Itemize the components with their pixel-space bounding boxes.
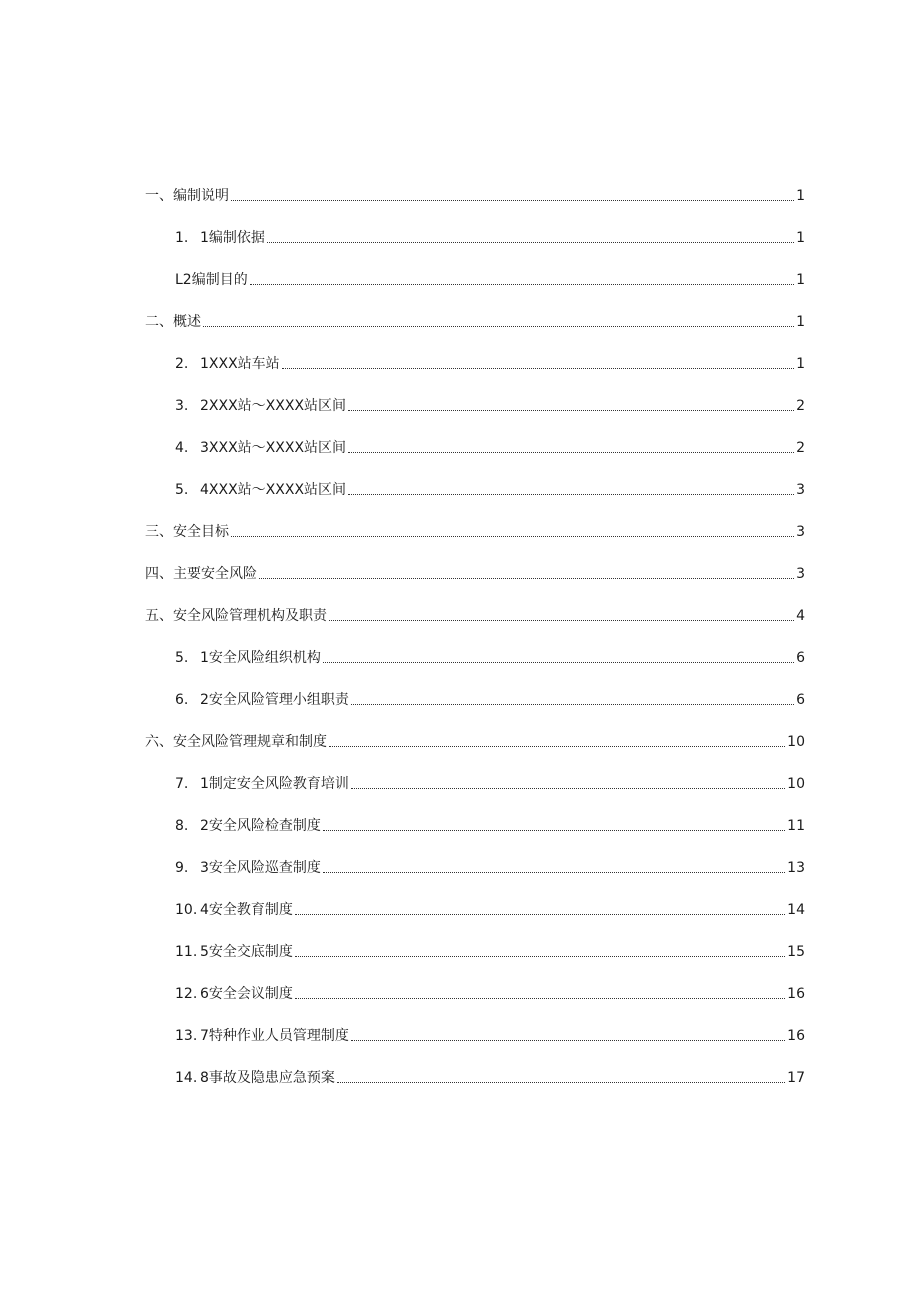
toc-entry-page-number: 1: [796, 272, 805, 288]
toc-entry-number: 五、: [145, 608, 173, 624]
toc-entry-page-number: 1: [796, 314, 805, 330]
toc-dot-leader: [351, 1040, 785, 1041]
toc-dot-leader: [231, 536, 794, 537]
toc-entry[interactable]: [145, 457, 805, 499]
toc-entry-title: 5安全交底制度: [200, 944, 293, 960]
toc-entry[interactable]: [145, 877, 805, 919]
toc-dot-leader: [329, 620, 794, 621]
toc-entry-page-number: 17: [787, 1070, 805, 1086]
toc-entry-title: 概述: [173, 314, 201, 330]
toc-entry-number: 5.: [175, 482, 189, 498]
toc-entry-title: 4XXX站〜XXXX站区间: [200, 482, 347, 498]
toc-entry-page-number: 1: [796, 356, 805, 372]
toc-entry-number: 二、: [145, 314, 173, 330]
toc-entry[interactable]: [145, 793, 805, 835]
toc-entry-number: 10.: [175, 902, 198, 918]
toc-entry-number: 2.: [175, 356, 189, 372]
toc-entry-title: 2安全风险管理小组职责: [200, 692, 349, 708]
toc-entry-title: 安全风险管理规章和制度: [173, 734, 327, 750]
toc-dot-leader: [337, 1082, 785, 1083]
toc-entry-number: 14.: [175, 1070, 198, 1086]
toc-entry-title: 1XXX站车站: [200, 356, 280, 372]
toc-entry[interactable]: [145, 331, 805, 373]
toc-entry-page-number: 16: [787, 1028, 805, 1044]
toc-dot-leader: [323, 830, 785, 831]
toc-entry-page-number: 15: [787, 944, 805, 960]
toc-entry-number: 9.: [175, 860, 189, 876]
toc-entry[interactable]: [145, 751, 805, 793]
toc-entry-page-number: 16: [787, 986, 805, 1002]
toc-entry-title: 8事故及隐患应急预案: [200, 1070, 335, 1086]
toc-entry-page-number: 14: [787, 902, 805, 918]
toc-entry-title: 安全目标: [173, 524, 229, 540]
toc-entry-number: 12.: [175, 986, 198, 1002]
toc-entry[interactable]: [145, 415, 805, 457]
toc-entry-title: 1编制依据: [200, 230, 265, 246]
toc-entry-page-number: 3: [796, 566, 805, 582]
toc-entry-number: 3.: [175, 398, 189, 414]
toc-entry-title: 1安全风险组织机构: [200, 650, 321, 666]
toc-entry-page-number: 1: [796, 230, 805, 246]
toc-dot-leader: [351, 788, 785, 789]
toc-entry[interactable]: [145, 835, 805, 877]
toc-entry-title: 2安全风险检查制度: [200, 818, 321, 834]
toc-entry-number: 5.: [175, 650, 189, 666]
toc-entry-page-number: 10: [787, 734, 805, 750]
toc-dot-leader: [267, 242, 794, 243]
toc-entry[interactable]: [145, 625, 805, 667]
toc-entry[interactable]: [145, 583, 805, 625]
toc-dot-leader: [348, 452, 794, 453]
toc-entry-title: 编制说明: [173, 188, 229, 204]
toc-entry-number: 六、: [145, 734, 173, 750]
toc-dot-leader: [351, 704, 794, 705]
toc-entry-page-number: 3: [796, 524, 805, 540]
toc-dot-leader: [250, 284, 794, 285]
toc-entry-number: 4.: [175, 440, 189, 456]
toc-entry[interactable]: [145, 919, 805, 961]
toc-entry[interactable]: [145, 667, 805, 709]
toc-entry-number: 11.: [175, 944, 198, 960]
toc-dot-leader: [348, 410, 794, 411]
toc-entry-number: 13.: [175, 1028, 198, 1044]
toc-dot-leader: [295, 914, 785, 915]
toc-dot-leader: [259, 578, 794, 579]
toc-entry-page-number: 3: [796, 482, 805, 498]
toc-entry[interactable]: [145, 163, 805, 205]
toc-entry[interactable]: [145, 373, 805, 415]
toc-entry-number: 1.: [175, 230, 189, 246]
toc-entry-page-number: 13: [787, 860, 805, 876]
toc-entry-title: 7特种作业人员管理制度: [200, 1028, 349, 1044]
toc-entry-number: 四、: [145, 566, 173, 582]
toc-dot-leader: [231, 200, 794, 201]
toc-entry-number: 6.: [175, 692, 189, 708]
toc-dot-leader: [348, 494, 794, 495]
toc-entry-title: 安全风险管理机构及职责: [173, 608, 327, 624]
toc-entry[interactable]: [145, 205, 805, 247]
toc-dot-leader: [295, 956, 785, 957]
toc-entry-page-number: 11: [787, 818, 805, 834]
toc-dot-leader: [323, 662, 794, 663]
toc-dot-leader: [323, 872, 785, 873]
toc-entry-title: 2XXX站〜XXXX站区间: [200, 398, 347, 414]
toc-entry-page-number: 6: [796, 692, 805, 708]
toc-entry[interactable]: [145, 541, 805, 583]
toc-entry-number: 8.: [175, 818, 189, 834]
toc-dot-leader: [282, 368, 794, 369]
toc-dot-leader: [295, 998, 785, 999]
toc-entry-page-number: 6: [796, 650, 805, 666]
toc-entry-number: 一、: [145, 188, 173, 204]
toc-entry-page-number: 10: [787, 776, 805, 792]
toc-entry-page-number: 1: [796, 188, 805, 204]
toc-entry[interactable]: [145, 499, 805, 541]
toc-entry-page-number: 2: [796, 440, 805, 456]
toc-entry[interactable]: [145, 1003, 805, 1045]
toc-entry-page-number: 2: [796, 398, 805, 414]
toc-entry-title: 4安全教育制度: [200, 902, 293, 918]
toc-entry-page-number: 4: [796, 608, 805, 624]
toc-entry-title: L2编制目的: [175, 272, 248, 288]
toc-entry-title: 6安全会议制度: [200, 986, 293, 1002]
toc-entry[interactable]: [145, 709, 805, 751]
toc-entry[interactable]: [145, 1045, 805, 1087]
toc-entry-title: 1制定安全风险教育培训: [200, 776, 349, 792]
toc-dot-leader: [203, 326, 794, 327]
toc-entry-number: 三、: [145, 524, 173, 540]
toc-entry[interactable]: [145, 289, 805, 331]
toc-entry[interactable]: [145, 247, 805, 289]
toc-entry-title: 3安全风险巡查制度: [200, 860, 321, 876]
toc-entry-title: 主要安全风险: [173, 566, 257, 582]
toc-entry-number: 7.: [175, 776, 189, 792]
table-of-contents: [145, 163, 805, 1087]
toc-entry[interactable]: [145, 961, 805, 1003]
toc-dot-leader: [329, 746, 785, 747]
toc-entry-title: 3XXX站〜XXXX站区间: [200, 440, 347, 456]
